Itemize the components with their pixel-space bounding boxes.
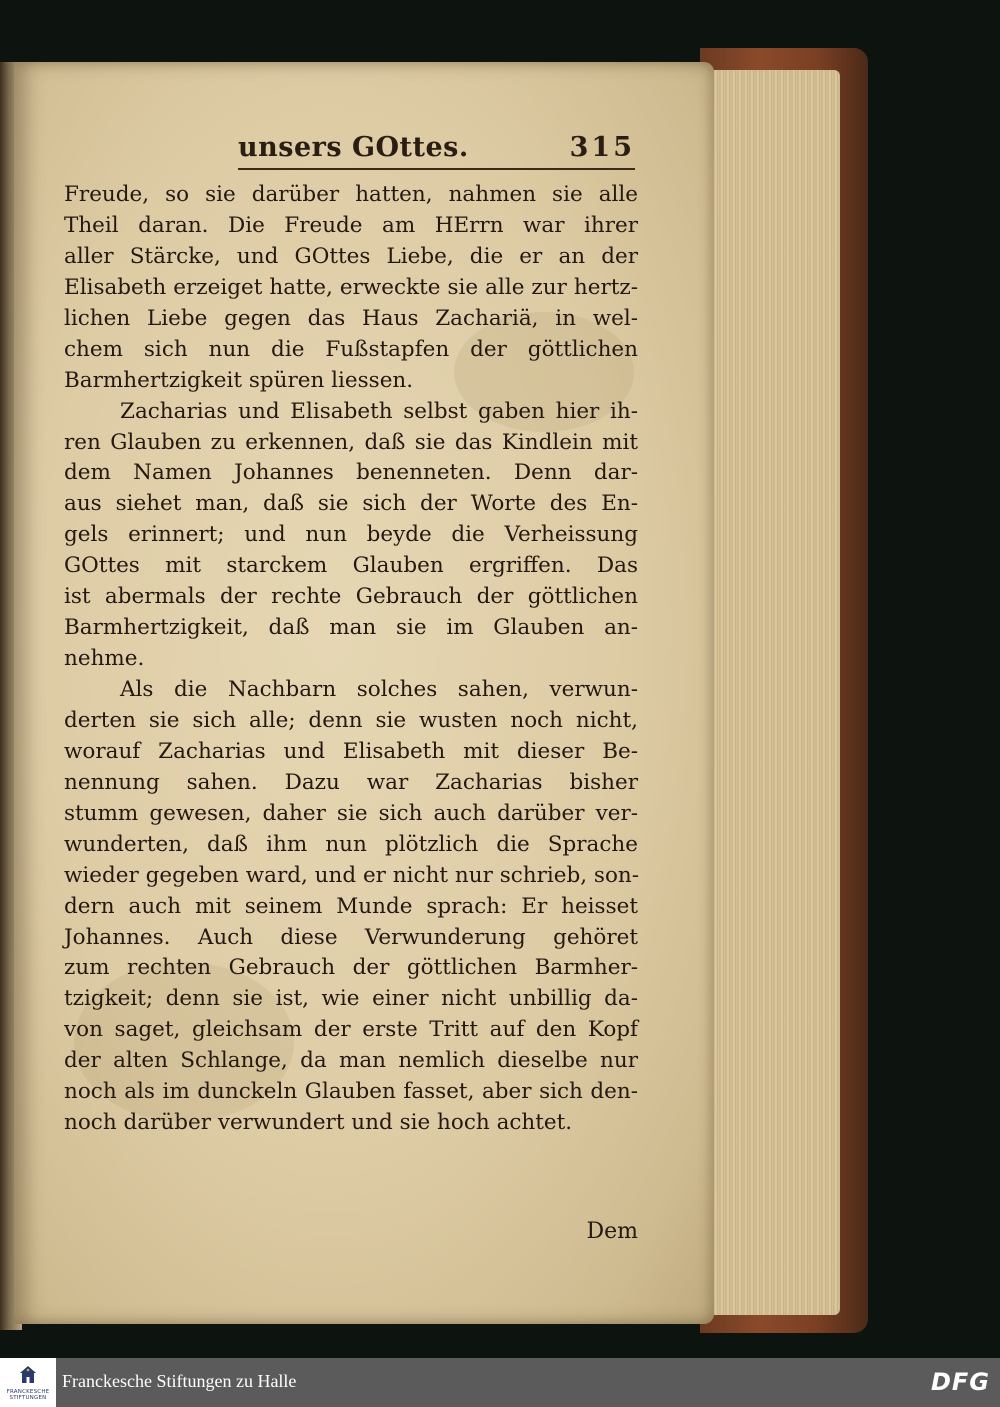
text-line: Als die Nachbarn solches sahen, verwun-: [120, 677, 638, 702]
page-fore-edge: [700, 70, 840, 1315]
text-line: noch darüber verwundert und sie hoch achtet.: [64, 1110, 573, 1136]
text-line: Theil daran. Die Freude am HErrn war ihrer: [64, 212, 638, 238]
text-line: GOttes mit starckem Glauben ergriffen. Das: [64, 553, 638, 579]
text-line: stumm gewesen, daher sie sich auch darüber ver-: [64, 800, 638, 826]
text-line: nennung sahen. Dazu war Zacharias bisher: [64, 769, 638, 795]
text-line: gels erinnert; und nun beyde die Verheissung: [64, 522, 638, 548]
text-line: worauf Zacharias und Elisabeth mit dieser Be-: [64, 738, 638, 764]
text-line: von saget, gleichsam der erste Tritt auf den Kopf: [64, 1017, 638, 1043]
text-line: derten sie sich alle; denn sie wusten noch nicht,: [64, 707, 638, 733]
text-line: wieder gegeben ward, und er nicht nur schrieb, son-: [64, 862, 640, 888]
text-line: nehme.: [64, 646, 145, 672]
book-page: [14, 62, 714, 1324]
dfg-logo[interactable]: DFG: [930, 1368, 990, 1396]
orphanage-emblem-icon: [18, 1364, 38, 1384]
francke-logo[interactable]: [0, 1358, 56, 1407]
text-line: Freude, so sie darüber hatten, nahmen sie alle: [64, 182, 638, 207]
text-line: ren Glauben zu erkennen, daß sie das Kindlein mit: [64, 429, 638, 455]
text-line: Elisabeth erzeiget hatte, erweckte sie alle zur hertz-: [64, 274, 638, 300]
text-line: aller Stärcke, und GOttes Liebe, die er an der: [64, 243, 638, 269]
text-line: dem Namen Johannes benenneten. Denn dar-: [64, 460, 638, 486]
text-line: zum rechten Gebrauch der göttlichen Barmher-: [64, 955, 638, 981]
text-line: lichen Liebe gegen das Haus Zachariä, in wel-: [64, 305, 638, 331]
text-line: wunderten, daß ihm nun plötzlich die Sprache: [64, 831, 638, 857]
text-line: Barmhertzigkeit spüren liessen.: [64, 367, 414, 393]
logo-text-line: STIFTUNGEN: [9, 1395, 47, 1401]
text-line: ist abermals der rechte Gebrauch der göttlichen: [64, 584, 638, 610]
text-line: dern auch mit seinem Munde sprach: Er heisset: [64, 893, 638, 919]
footer-title[interactable]: Franckesche Stiftungen zu Halle: [62, 1371, 297, 1391]
header-rule: [238, 168, 635, 170]
text-line: noch als im dunckeln Glauben fasset, aber sich den-: [64, 1079, 638, 1105]
text-line: tzigkeit; denn sie ist, wie einer nicht unbillig da-: [64, 986, 638, 1012]
text-line: Zacharias und Elisabeth selbst gaben hier ih-: [120, 398, 638, 424]
text-line: Barmhertzigkeit, daß man sie im Glauben an-: [64, 615, 638, 641]
text-line: aus siehet man, daß sie sich der Worte des En-: [64, 491, 638, 517]
page-number: 315: [569, 132, 635, 163]
logo-text-line: FRANCKESCHE: [6, 1389, 50, 1395]
logo-text: [2, 1389, 54, 1401]
text-line: Johannes. Auch diese Verwunderung gehöret: [64, 924, 638, 950]
body-text: [64, 180, 638, 1139]
footer-bar: [0, 1358, 1000, 1407]
text-line: chem sich nun die Fußstapfen der göttlichen: [64, 336, 638, 362]
catchword: Dem: [586, 1219, 638, 1244]
page-header: [70, 132, 635, 170]
running-head: unsers GOttes.: [238, 132, 469, 163]
text-line: der alten Schlange, da man nemlich dieselbe nur: [64, 1048, 638, 1074]
